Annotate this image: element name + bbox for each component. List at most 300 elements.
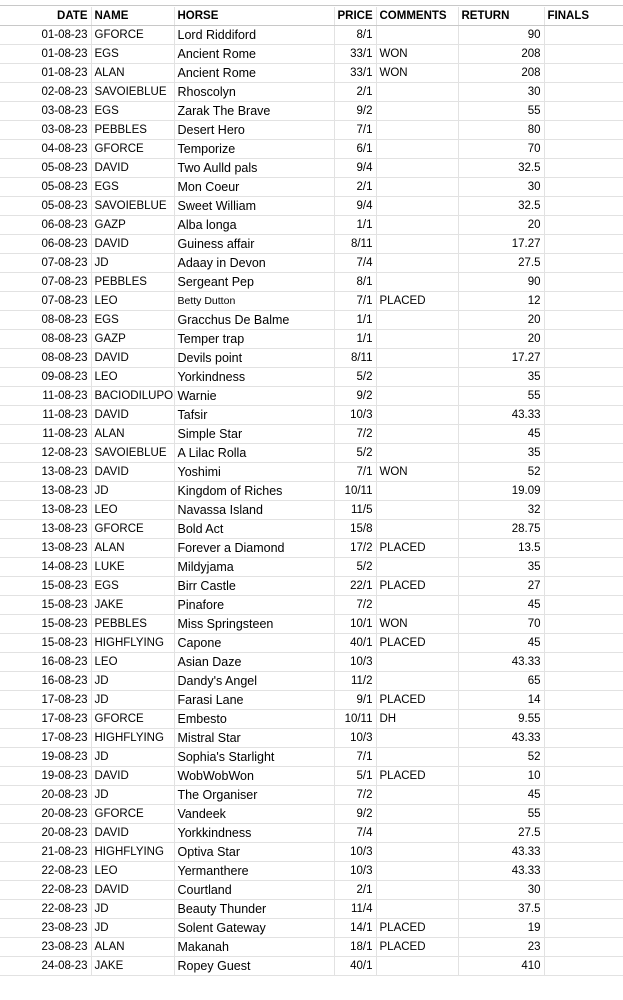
cell-date[interactable]: 12-08-23 [0, 444, 91, 463]
cell-horse[interactable]: Kingdom of Riches [174, 482, 334, 501]
cell-return[interactable]: 19.09 [458, 482, 544, 501]
cell-price[interactable]: 2/1 [334, 881, 376, 900]
cell-horse[interactable]: Simple Star [174, 425, 334, 444]
cell-comments[interactable] [376, 444, 458, 463]
cell-horse[interactable]: Rhoscolyn [174, 83, 334, 102]
cell-comments[interactable] [376, 273, 458, 292]
cell-finals[interactable] [544, 216, 623, 235]
cell-name[interactable]: DAVID [91, 235, 174, 254]
cell-name[interactable]: LEO [91, 501, 174, 520]
cell-finals[interactable] [544, 653, 623, 672]
cell-return[interactable]: 43.33 [458, 862, 544, 881]
cell-date[interactable]: 23-08-23 [0, 919, 91, 938]
cell-date[interactable]: 14-08-23 [0, 558, 91, 577]
cell-horse[interactable]: Navassa Island [174, 501, 334, 520]
cell-date[interactable]: 19-08-23 [0, 748, 91, 767]
cell-price[interactable]: 7/4 [334, 824, 376, 843]
cell-name[interactable]: JD [91, 254, 174, 273]
cell-return[interactable]: 208 [458, 64, 544, 83]
cell-name[interactable]: EGS [91, 311, 174, 330]
cell-comments[interactable] [376, 862, 458, 881]
cell-finals[interactable] [544, 767, 623, 786]
cell-price[interactable]: 10/3 [334, 862, 376, 881]
cell-date[interactable]: 11-08-23 [0, 425, 91, 444]
cell-return[interactable]: 43.33 [458, 406, 544, 425]
cell-name[interactable]: LEO [91, 292, 174, 311]
cell-finals[interactable] [544, 425, 623, 444]
cell-comments[interactable]: PLACED [376, 767, 458, 786]
cell-comments[interactable] [376, 178, 458, 197]
cell-comments[interactable] [376, 140, 458, 159]
cell-price[interactable]: 9/2 [334, 805, 376, 824]
cell-finals[interactable] [544, 596, 623, 615]
cell-date[interactable]: 17-08-23 [0, 691, 91, 710]
cell-comments[interactable]: WON [376, 64, 458, 83]
cell-horse[interactable]: Asian Daze [174, 653, 334, 672]
cell-comments[interactable] [376, 216, 458, 235]
cell-horse[interactable]: Betty Dutton [174, 292, 334, 311]
cell-return[interactable]: 27.5 [458, 824, 544, 843]
cell-comments[interactable]: DH [376, 710, 458, 729]
cell-date[interactable]: 19-08-23 [0, 767, 91, 786]
cell-date[interactable]: 06-08-23 [0, 216, 91, 235]
cell-name[interactable]: HIGHFLYING [91, 634, 174, 653]
cell-horse[interactable]: Yermanthere [174, 862, 334, 881]
cell-finals[interactable] [544, 159, 623, 178]
cell-price[interactable]: 8/1 [334, 273, 376, 292]
cell-finals[interactable] [544, 900, 623, 919]
cell-name[interactable]: JD [91, 786, 174, 805]
cell-horse[interactable]: Sweet William [174, 197, 334, 216]
cell-date[interactable]: 11-08-23 [0, 387, 91, 406]
cell-date[interactable]: 08-08-23 [0, 311, 91, 330]
cell-name[interactable]: GFORCE [91, 710, 174, 729]
cell-name[interactable]: LUKE [91, 558, 174, 577]
cell-finals[interactable] [544, 691, 623, 710]
cell-date[interactable]: 13-08-23 [0, 501, 91, 520]
cell-date[interactable]: 15-08-23 [0, 615, 91, 634]
cell-finals[interactable] [544, 197, 623, 216]
cell-price[interactable]: 11/5 [334, 501, 376, 520]
cell-date[interactable]: 15-08-23 [0, 577, 91, 596]
cell-return[interactable]: 43.33 [458, 843, 544, 862]
cell-return[interactable]: 32 [458, 501, 544, 520]
cell-return[interactable]: 20 [458, 330, 544, 349]
cell-date[interactable]: 05-08-23 [0, 178, 91, 197]
cell-price[interactable]: 1/1 [334, 216, 376, 235]
cell-price[interactable]: 7/1 [334, 463, 376, 482]
cell-finals[interactable] [544, 938, 623, 957]
cell-name[interactable]: DAVID [91, 349, 174, 368]
cell-comments[interactable]: PLACED [376, 919, 458, 938]
cell-comments[interactable] [376, 729, 458, 748]
cell-return[interactable]: 28.75 [458, 520, 544, 539]
cell-price[interactable]: 7/2 [334, 425, 376, 444]
cell-return[interactable]: 35 [458, 558, 544, 577]
cell-date[interactable]: 13-08-23 [0, 463, 91, 482]
cell-horse[interactable]: Birr Castle [174, 577, 334, 596]
cell-name[interactable]: SAVOIEBLUE [91, 197, 174, 216]
cell-horse[interactable]: The Organiser [174, 786, 334, 805]
cell-horse[interactable]: Zarak The Brave [174, 102, 334, 121]
header-price[interactable]: PRICE [334, 7, 376, 26]
header-date[interactable]: DATE [0, 7, 91, 26]
cell-name[interactable]: SAVOIEBLUE [91, 83, 174, 102]
cell-price[interactable]: 7/1 [334, 121, 376, 140]
cell-return[interactable]: 32.5 [458, 159, 544, 178]
cell-return[interactable]: 30 [458, 83, 544, 102]
cell-horse[interactable]: Temporize [174, 140, 334, 159]
cell-horse[interactable]: Dandy's Angel [174, 672, 334, 691]
cell-return[interactable]: 27 [458, 577, 544, 596]
cell-return[interactable]: 80 [458, 121, 544, 140]
cell-return[interactable]: 13.5 [458, 539, 544, 558]
cell-finals[interactable] [544, 178, 623, 197]
cell-price[interactable]: 17/2 [334, 539, 376, 558]
cell-comments[interactable]: PLACED [376, 691, 458, 710]
cell-price[interactable]: 10/11 [334, 710, 376, 729]
cell-comments[interactable] [376, 843, 458, 862]
cell-finals[interactable] [544, 843, 623, 862]
cell-price[interactable]: 33/1 [334, 64, 376, 83]
cell-comments[interactable]: WON [376, 463, 458, 482]
cell-price[interactable]: 9/2 [334, 387, 376, 406]
cell-finals[interactable] [544, 235, 623, 254]
cell-date[interactable]: 20-08-23 [0, 786, 91, 805]
cell-name[interactable]: PEBBLES [91, 121, 174, 140]
cell-finals[interactable] [544, 634, 623, 653]
cell-finals[interactable] [544, 45, 623, 64]
cell-price[interactable]: 5/2 [334, 444, 376, 463]
cell-date[interactable]: 01-08-23 [0, 64, 91, 83]
cell-price[interactable]: 14/1 [334, 919, 376, 938]
cell-date[interactable]: 03-08-23 [0, 102, 91, 121]
cell-date[interactable]: 01-08-23 [0, 45, 91, 64]
cell-finals[interactable] [544, 444, 623, 463]
cell-price[interactable]: 22/1 [334, 577, 376, 596]
header-finals[interactable]: FINALS [544, 7, 623, 26]
cell-price[interactable]: 8/11 [334, 349, 376, 368]
cell-horse[interactable]: Beauty Thunder [174, 900, 334, 919]
cell-horse[interactable]: WobWobWon [174, 767, 334, 786]
cell-date[interactable]: 24-08-23 [0, 957, 91, 976]
cell-finals[interactable] [544, 748, 623, 767]
cell-horse[interactable]: Yorkkindness [174, 824, 334, 843]
cell-name[interactable]: DAVID [91, 767, 174, 786]
cell-name[interactable]: EGS [91, 178, 174, 197]
cell-horse[interactable]: A Lilac Rolla [174, 444, 334, 463]
cell-name[interactable]: HIGHFLYING [91, 843, 174, 862]
cell-price[interactable]: 9/4 [334, 159, 376, 178]
header-horse[interactable]: HORSE [174, 7, 334, 26]
cell-comments[interactable]: PLACED [376, 292, 458, 311]
cell-name[interactable]: JD [91, 919, 174, 938]
cell-comments[interactable]: PLACED [376, 539, 458, 558]
cell-price[interactable]: 11/2 [334, 672, 376, 691]
cell-return[interactable]: 90 [458, 273, 544, 292]
cell-price[interactable]: 2/1 [334, 178, 376, 197]
cell-comments[interactable] [376, 311, 458, 330]
cell-finals[interactable] [544, 387, 623, 406]
cell-return[interactable]: 70 [458, 140, 544, 159]
cell-name[interactable]: GAZP [91, 330, 174, 349]
cell-comments[interactable] [376, 197, 458, 216]
cell-horse[interactable]: Devils point [174, 349, 334, 368]
cell-finals[interactable] [544, 463, 623, 482]
header-return[interactable]: RETURN [458, 7, 544, 26]
cell-date[interactable]: 13-08-23 [0, 482, 91, 501]
cell-date[interactable]: 23-08-23 [0, 938, 91, 957]
cell-price[interactable]: 18/1 [334, 938, 376, 957]
cell-comments[interactable]: PLACED [376, 634, 458, 653]
cell-finals[interactable] [544, 786, 623, 805]
cell-horse[interactable]: Courtland [174, 881, 334, 900]
cell-comments[interactable] [376, 957, 458, 976]
cell-price[interactable]: 7/4 [334, 254, 376, 273]
cell-price[interactable]: 5/2 [334, 558, 376, 577]
cell-name[interactable]: DAVID [91, 463, 174, 482]
cell-horse[interactable]: Lord Riddiford [174, 26, 334, 45]
cell-name[interactable]: LEO [91, 862, 174, 881]
cell-comments[interactable] [376, 26, 458, 45]
cell-comments[interactable]: PLACED [376, 938, 458, 957]
cell-finals[interactable] [544, 368, 623, 387]
cell-date[interactable]: 07-08-23 [0, 292, 91, 311]
cell-name[interactable]: LEO [91, 368, 174, 387]
cell-name[interactable]: JD [91, 748, 174, 767]
cell-comments[interactable]: PLACED [376, 577, 458, 596]
cell-return[interactable]: 45 [458, 634, 544, 653]
cell-horse[interactable]: Ancient Rome [174, 45, 334, 64]
cell-date[interactable]: 07-08-23 [0, 273, 91, 292]
cell-finals[interactable] [544, 121, 623, 140]
cell-comments[interactable] [376, 824, 458, 843]
cell-name[interactable]: EGS [91, 45, 174, 64]
cell-price[interactable]: 1/1 [334, 330, 376, 349]
cell-comments[interactable] [376, 387, 458, 406]
cell-horse[interactable]: Yorkindness [174, 368, 334, 387]
cell-horse[interactable]: Warnie [174, 387, 334, 406]
cell-price[interactable]: 7/2 [334, 786, 376, 805]
cell-name[interactable]: JAKE [91, 957, 174, 976]
cell-return[interactable]: 43.33 [458, 729, 544, 748]
cell-return[interactable]: 65 [458, 672, 544, 691]
cell-return[interactable]: 410 [458, 957, 544, 976]
cell-comments[interactable] [376, 482, 458, 501]
cell-finals[interactable] [544, 140, 623, 159]
cell-name[interactable]: JD [91, 691, 174, 710]
cell-return[interactable]: 55 [458, 102, 544, 121]
cell-horse[interactable]: Sophia's Starlight [174, 748, 334, 767]
cell-finals[interactable] [544, 83, 623, 102]
cell-date[interactable]: 15-08-23 [0, 634, 91, 653]
cell-finals[interactable] [544, 311, 623, 330]
cell-price[interactable]: 9/4 [334, 197, 376, 216]
cell-comments[interactable] [376, 653, 458, 672]
cell-comments[interactable] [376, 159, 458, 178]
cell-date[interactable]: 11-08-23 [0, 406, 91, 425]
cell-return[interactable]: 20 [458, 311, 544, 330]
cell-name[interactable]: ALAN [91, 425, 174, 444]
cell-return[interactable]: 35 [458, 444, 544, 463]
cell-comments[interactable] [376, 786, 458, 805]
cell-comments[interactable] [376, 254, 458, 273]
cell-name[interactable]: EGS [91, 577, 174, 596]
cell-horse[interactable]: Mon Coeur [174, 178, 334, 197]
cell-name[interactable]: HIGHFLYING [91, 729, 174, 748]
cell-comments[interactable] [376, 748, 458, 767]
cell-date[interactable]: 17-08-23 [0, 729, 91, 748]
cell-name[interactable]: DAVID [91, 881, 174, 900]
cell-price[interactable]: 2/1 [334, 83, 376, 102]
cell-comments[interactable] [376, 881, 458, 900]
cell-price[interactable]: 11/4 [334, 900, 376, 919]
cell-finals[interactable] [544, 729, 623, 748]
cell-finals[interactable] [544, 824, 623, 843]
cell-price[interactable]: 7/1 [334, 748, 376, 767]
cell-horse[interactable]: Pinafore [174, 596, 334, 615]
cell-finals[interactable] [544, 64, 623, 83]
cell-comments[interactable] [376, 520, 458, 539]
cell-horse[interactable]: Vandeek [174, 805, 334, 824]
cell-comments[interactable] [376, 235, 458, 254]
cell-date[interactable]: 07-08-23 [0, 254, 91, 273]
cell-name[interactable]: PEBBLES [91, 615, 174, 634]
header-name[interactable]: NAME [91, 7, 174, 26]
cell-name[interactable]: ALAN [91, 938, 174, 957]
cell-horse[interactable]: Miss Springsteen [174, 615, 334, 634]
cell-horse[interactable]: Forever a Diamond [174, 539, 334, 558]
cell-price[interactable]: 40/1 [334, 957, 376, 976]
cell-finals[interactable] [544, 482, 623, 501]
cell-comments[interactable] [376, 349, 458, 368]
cell-name[interactable]: EGS [91, 102, 174, 121]
cell-return[interactable]: 45 [458, 786, 544, 805]
cell-price[interactable]: 5/2 [334, 368, 376, 387]
cell-price[interactable]: 10/1 [334, 615, 376, 634]
cell-date[interactable]: 16-08-23 [0, 653, 91, 672]
cell-name[interactable]: GFORCE [91, 140, 174, 159]
cell-comments[interactable] [376, 672, 458, 691]
cell-finals[interactable] [544, 501, 623, 520]
cell-date[interactable]: 16-08-23 [0, 672, 91, 691]
cell-return[interactable]: 27.5 [458, 254, 544, 273]
cell-horse[interactable]: Guiness affair [174, 235, 334, 254]
cell-date[interactable]: 17-08-23 [0, 710, 91, 729]
cell-price[interactable]: 10/11 [334, 482, 376, 501]
cell-finals[interactable] [544, 26, 623, 45]
cell-finals[interactable] [544, 919, 623, 938]
cell-horse[interactable]: Desert Hero [174, 121, 334, 140]
cell-date[interactable]: 22-08-23 [0, 862, 91, 881]
cell-comments[interactable] [376, 596, 458, 615]
cell-horse[interactable]: Ropey Guest [174, 957, 334, 976]
cell-horse[interactable]: Tafsir [174, 406, 334, 425]
cell-name[interactable]: DAVID [91, 406, 174, 425]
cell-finals[interactable] [544, 881, 623, 900]
cell-horse[interactable]: Solent Gateway [174, 919, 334, 938]
cell-price[interactable]: 40/1 [334, 634, 376, 653]
cell-return[interactable]: 35 [458, 368, 544, 387]
cell-date[interactable]: 13-08-23 [0, 520, 91, 539]
cell-price[interactable]: 1/1 [334, 311, 376, 330]
cell-date[interactable]: 08-08-23 [0, 349, 91, 368]
cell-name[interactable]: DAVID [91, 159, 174, 178]
cell-comments[interactable] [376, 501, 458, 520]
cell-return[interactable]: 43.33 [458, 653, 544, 672]
cell-price[interactable]: 10/3 [334, 843, 376, 862]
cell-finals[interactable] [544, 292, 623, 311]
cell-date[interactable]: 09-08-23 [0, 368, 91, 387]
cell-price[interactable]: 9/2 [334, 102, 376, 121]
cell-date[interactable]: 02-08-23 [0, 83, 91, 102]
cell-finals[interactable] [544, 805, 623, 824]
cell-date[interactable]: 20-08-23 [0, 805, 91, 824]
cell-comments[interactable] [376, 330, 458, 349]
cell-comments[interactable]: WON [376, 45, 458, 64]
cell-return[interactable]: 55 [458, 805, 544, 824]
cell-horse[interactable]: Temper trap [174, 330, 334, 349]
cell-return[interactable]: 32.5 [458, 197, 544, 216]
cell-finals[interactable] [544, 615, 623, 634]
cell-name[interactable]: GFORCE [91, 805, 174, 824]
cell-return[interactable]: 52 [458, 463, 544, 482]
cell-finals[interactable] [544, 406, 623, 425]
cell-finals[interactable] [544, 520, 623, 539]
cell-price[interactable]: 33/1 [334, 45, 376, 64]
cell-horse[interactable]: Gracchus De Balme [174, 311, 334, 330]
cell-date[interactable]: 05-08-23 [0, 197, 91, 216]
cell-price[interactable]: 6/1 [334, 140, 376, 159]
cell-horse[interactable]: Capone [174, 634, 334, 653]
cell-comments[interactable] [376, 406, 458, 425]
cell-name[interactable]: PEBBLES [91, 273, 174, 292]
cell-name[interactable]: ALAN [91, 64, 174, 83]
cell-finals[interactable] [544, 539, 623, 558]
cell-horse[interactable]: Bold Act [174, 520, 334, 539]
cell-name[interactable]: JAKE [91, 596, 174, 615]
cell-name[interactable]: JD [91, 482, 174, 501]
cell-name[interactable]: SAVOIEBLUE [91, 444, 174, 463]
cell-date[interactable]: 13-08-23 [0, 539, 91, 558]
cell-comments[interactable] [376, 121, 458, 140]
cell-horse[interactable]: Mistral Star [174, 729, 334, 748]
cell-date[interactable]: 22-08-23 [0, 900, 91, 919]
cell-name[interactable]: DAVID [91, 824, 174, 843]
cell-return[interactable]: 30 [458, 881, 544, 900]
cell-return[interactable]: 17.27 [458, 235, 544, 254]
cell-date[interactable]: 20-08-23 [0, 824, 91, 843]
cell-price[interactable]: 8/11 [334, 235, 376, 254]
cell-horse[interactable]: Mildyjama [174, 558, 334, 577]
cell-finals[interactable] [544, 672, 623, 691]
cell-return[interactable]: 12 [458, 292, 544, 311]
cell-price[interactable]: 5/1 [334, 767, 376, 786]
cell-comments[interactable] [376, 900, 458, 919]
header-comments[interactable]: COMMENTS [376, 7, 458, 26]
cell-comments[interactable] [376, 425, 458, 444]
cell-comments[interactable] [376, 83, 458, 102]
cell-price[interactable]: 15/8 [334, 520, 376, 539]
cell-comments[interactable] [376, 102, 458, 121]
cell-return[interactable]: 37.5 [458, 900, 544, 919]
cell-return[interactable]: 23 [458, 938, 544, 957]
cell-comments[interactable] [376, 805, 458, 824]
cell-price[interactable]: 8/1 [334, 26, 376, 45]
cell-horse[interactable]: Adaay in Devon [174, 254, 334, 273]
cell-return[interactable]: 45 [458, 596, 544, 615]
cell-comments[interactable]: WON [376, 615, 458, 634]
